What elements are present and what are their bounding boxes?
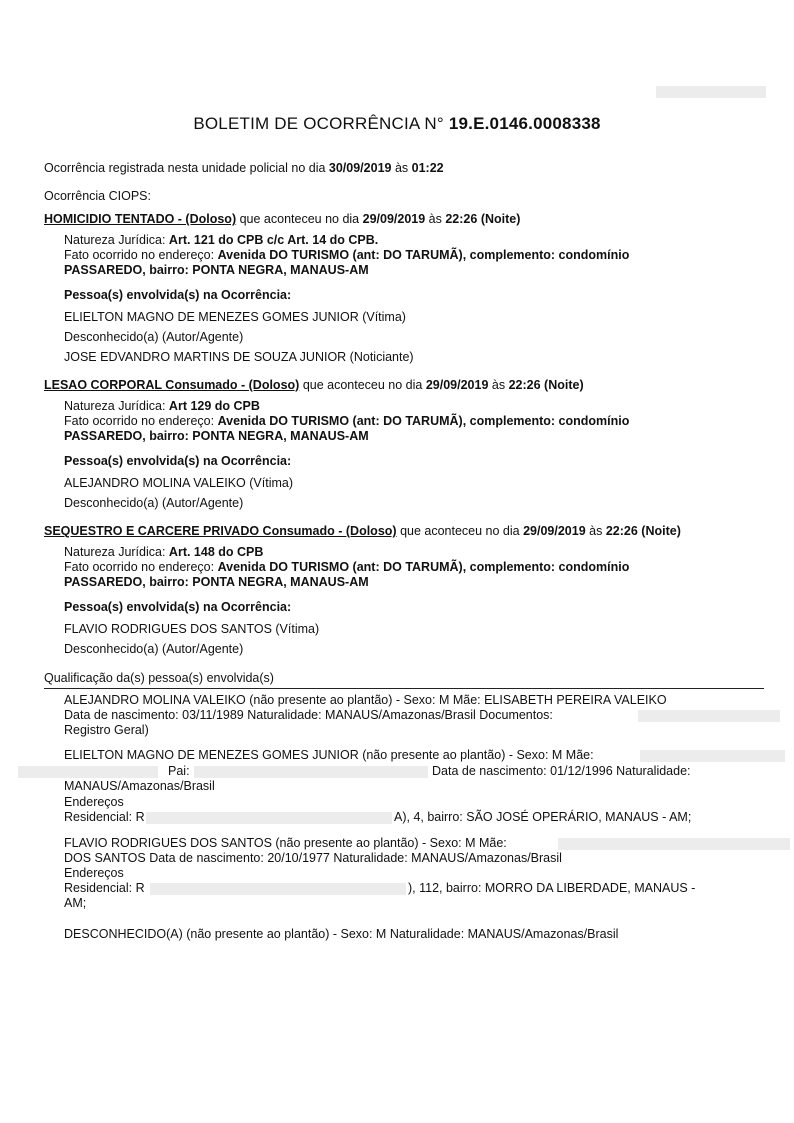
person-item: Desconhecido(a) (Autor/Agente) [64, 330, 244, 344]
qual-person-2-line: MANAUS/Amazonas/Brasil [64, 779, 215, 793]
persons-label: Pessoa(s) envolvida(s) na Ocorrência: [64, 454, 292, 468]
crime-address-cont: PASSAREDO, bairro: PONTA NEGRA, MANAUS-AM [64, 263, 369, 277]
crime-nature: Natureza Jurídica: Art. 148 do CPB [64, 545, 264, 559]
qual-person-3-line: DOS SANTOS Data de nascimento: 20/10/1977 Naturalidade: MANAUS/Amazonas/Brasil [64, 851, 562, 865]
persons-label: Pessoa(s) envolvida(s) na Ocorrência: [64, 288, 292, 302]
person-item: Desconhecido(a) (Autor/Agente) [64, 642, 244, 656]
qual-person-2-line: ELIELTON MAGNO DE MENEZES GOMES JUNIOR (não presente ao plantão) - Sexo: M Mãe: [64, 748, 594, 762]
qual-person-3-line: Residencial: R [64, 881, 145, 895]
qual-person-2-line: Endereços [64, 795, 124, 809]
crime-address-cont: PASSAREDO, bairro: PONTA NEGRA, MANAUS-AM [64, 575, 369, 589]
crime-address: Fato ocorrido no endereço: Avenida DO TURISMO (ant: DO TARUMÃ), complemento: condomínio [64, 414, 630, 428]
redacted-mother-name [640, 750, 785, 762]
qual-person-1-line: ALEJANDRO MOLINA VALEIKO (não presente ao plantão) - Sexo: M Mãe: ELISABETH PEREIRA VALEIKO [64, 693, 667, 707]
redacted-mother-name-cont [18, 766, 158, 778]
redacted-document [638, 710, 780, 722]
crime-header: SEQUESTRO E CARCERE PRIVADO Consumado - (Doloso) que aconteceu no dia 29/09/2019 às 22:26 (Noite) [44, 524, 681, 538]
person-item: JOSE EDVANDRO MARTINS DE SOUZA JUNIOR (Noticiante) [64, 350, 414, 364]
crime-nature: Natureza Jurídica: Art. 121 do CPB c/c Art. 14 do CPB. [64, 233, 379, 247]
person-item: ELIELTON MAGNO DE MENEZES GOMES JUNIOR (Vítima) [64, 310, 406, 324]
qual-person-2-line: A), 4, bairro: SÃO JOSÉ OPERÁRIO, MANAUS - AM; [394, 810, 692, 824]
crime-header: HOMICIDIO TENTADO - (Doloso) que aconteceu no dia 29/09/2019 às 22:26 (Noite) [44, 212, 521, 226]
qual-person-4-line: DESCONHECIDO(A) (não presente ao plantão) - Sexo: M Naturalidade: MANAUS/Amazonas/Brasil [64, 927, 619, 941]
crime-address: Fato ocorrido no endereço: Avenida DO TURISMO (ant: DO TARUMÃ), complemento: condomínio [64, 248, 630, 262]
document-title: BOLETIM DE OCORRÊNCIA N° 19.E.0146.0008338 [193, 114, 601, 133]
redacted-street [150, 883, 406, 895]
crime-header: LESAO CORPORAL Consumado - (Doloso) que aconteceu no dia 29/09/2019 às 22:26 (Noite) [44, 378, 584, 392]
qual-person-3-line: Endereços [64, 866, 124, 880]
qual-person-3-line: FLAVIO RODRIGUES DOS SANTOS (não presente ao plantão) - Sexo: M Mãe: [64, 836, 507, 850]
qual-person-3-line: ), 112, bairro: MORRO DA LIBERDADE, MANAUS - [408, 881, 696, 895]
crime-address: Fato ocorrido no endereço: Avenida DO TURISMO (ant: DO TARUMÃ), complemento: condomínio [64, 560, 630, 574]
redacted-father-name [194, 766, 428, 778]
qual-person-2-line: Data de nascimento: 01/12/1996 Naturalidade: [432, 764, 691, 778]
qual-person-1-line: Registro Geral) [64, 723, 149, 737]
qual-person-3-line: AM; [64, 896, 87, 910]
crime-address-cont: PASSAREDO, bairro: PONTA NEGRA, MANAUS-AM [64, 429, 369, 443]
registration-line: Ocorrência registrada nesta unidade policial no dia 30/09/2019 às 01:22 [44, 161, 444, 175]
qual-person-1-line: Data de nascimento: 03/11/1989 Naturalidade: MANAUS/Amazonas/Brasil Documentos: [64, 708, 553, 722]
qual-person-2-line: Residencial: R [64, 810, 145, 824]
redacted-street [146, 812, 392, 824]
redacted-mother-name [558, 838, 790, 850]
person-item: ALEJANDRO MOLINA VALEIKO (Vítima) [64, 476, 293, 490]
qualification-heading: Qualificação da(s) pessoa(s) envolvida(s) [44, 671, 274, 685]
bo-number: 19.E.0146.0008338 [448, 114, 601, 133]
section-divider [44, 688, 764, 689]
qual-person-2-line: Pai: [168, 764, 190, 778]
ocorrencia-source: Ocorrência CIOPS: [44, 189, 151, 203]
person-item: FLAVIO RODRIGUES DOS SANTOS (Vítima) [64, 622, 320, 636]
redacted-header-block [656, 86, 766, 98]
crime-nature: Natureza Jurídica: Art 129 do CPB [64, 399, 260, 413]
person-item: Desconhecido(a) (Autor/Agente) [64, 496, 244, 510]
persons-label: Pessoa(s) envolvida(s) na Ocorrência: [64, 600, 292, 614]
